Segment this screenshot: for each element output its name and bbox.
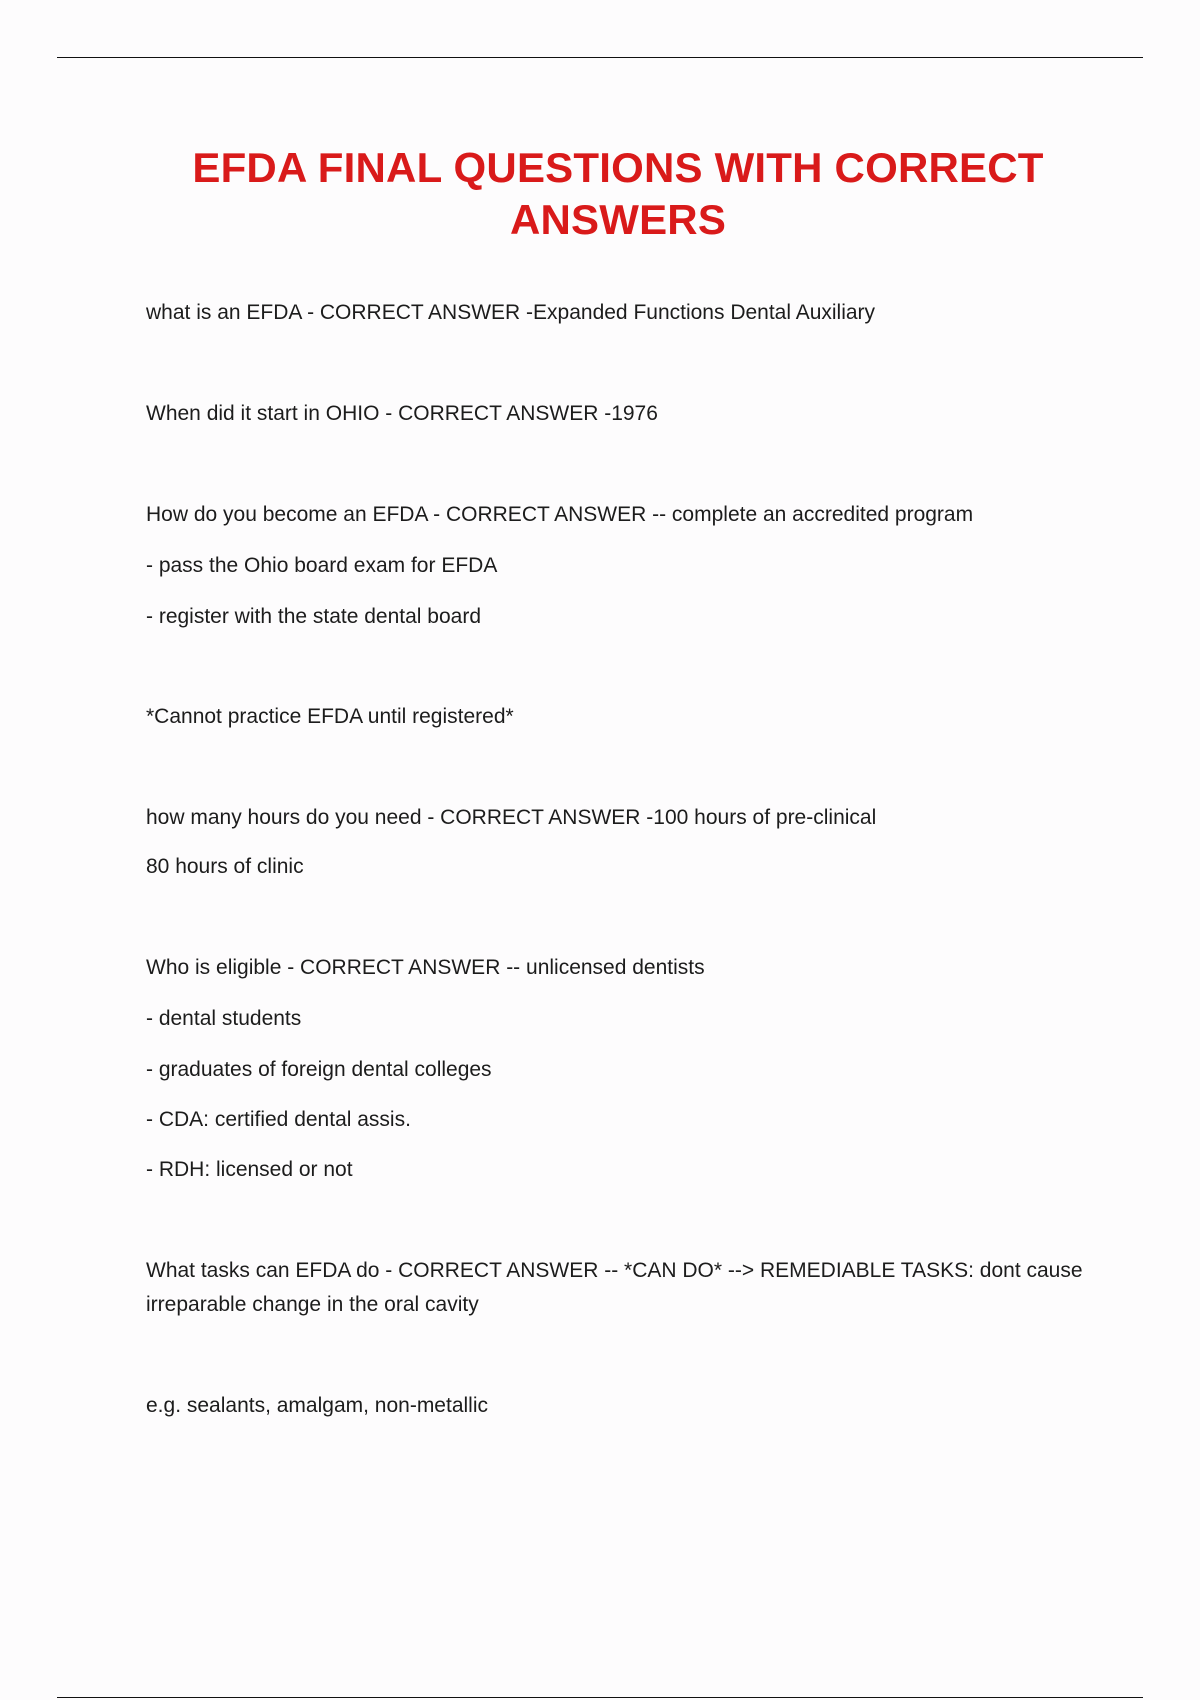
qa-line-eligible: Who is eligible - CORRECT ANSWER -- unlicensed dentists xyxy=(146,956,705,979)
list-item: - RDH: licensed or not xyxy=(146,1158,353,1181)
qa-line-efda-definition: what is an EFDA - CORRECT ANSWER -Expanded Functions Dental Auxiliary xyxy=(146,301,876,324)
qa-line-become-efda: How do you become an EFDA - CORRECT ANSWER -- complete an accredited program xyxy=(146,503,974,526)
document-title: EFDA FINAL QUESTIONS WITH CORRECT ANSWERS xyxy=(192,144,1044,243)
qa-line-ohio-start: When did it start in OHIO - CORRECT ANSWER -1976 xyxy=(146,402,658,425)
list-item: - CDA: certified dental assis. xyxy=(146,1108,411,1131)
bottom-rule xyxy=(57,1697,1143,1698)
example-line: e.g. sealants, amalgam, non-metallic xyxy=(146,1394,488,1417)
list-item: - dental students xyxy=(146,1007,302,1030)
qa-line-tasks: What tasks can EFDA do - CORRECT ANSWER -- *CAN DO* --> REMEDIABLE TASKS: dont cause irreparable change in the oral cavity xyxy=(146,1259,1083,1316)
qa-line-hours: how many hours do you need - CORRECT ANSWER -100 hours of pre-clinical xyxy=(146,806,877,829)
note-line: *Cannot practice EFDA until registered* xyxy=(146,705,514,728)
list-item: - graduates of foreign dental colleges xyxy=(146,1058,492,1081)
list-item: - register with the state dental board xyxy=(146,605,482,628)
top-rule xyxy=(57,57,1143,58)
list-item: - pass the Ohio board exam for EFDA xyxy=(146,554,498,577)
list-item: 80 hours of clinic xyxy=(146,855,304,878)
